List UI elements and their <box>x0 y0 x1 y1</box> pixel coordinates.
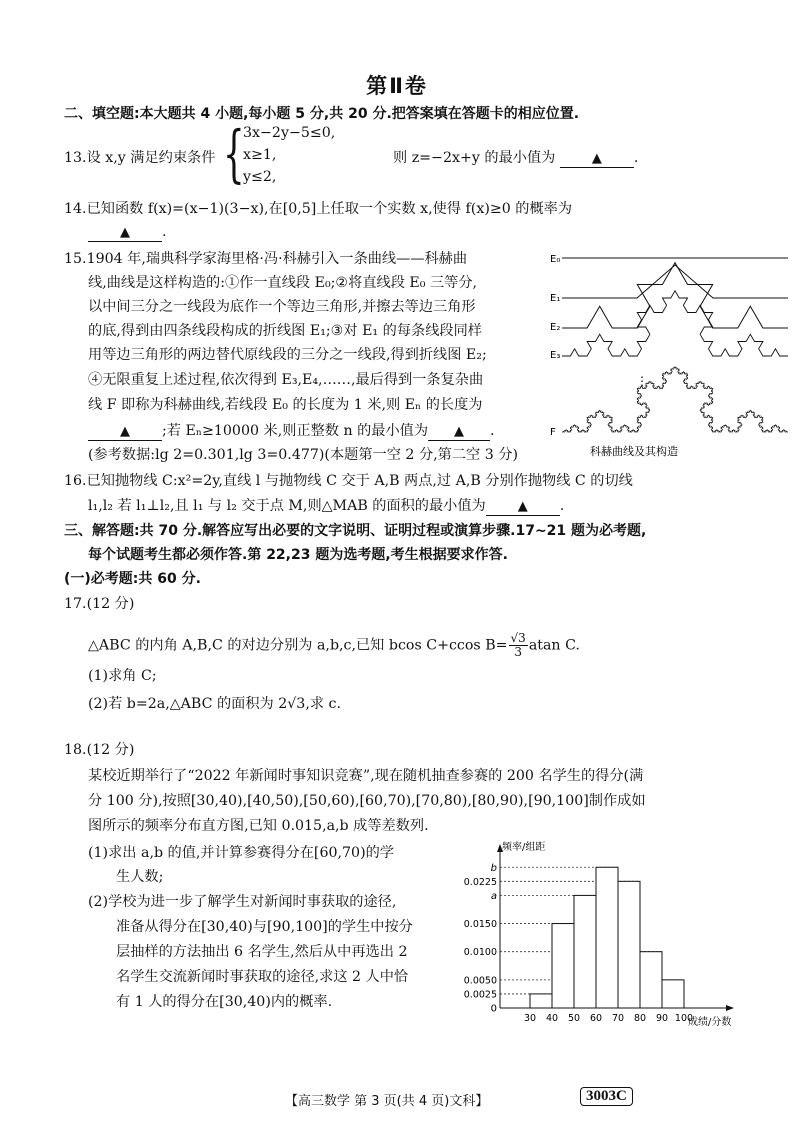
q15-answer-blank-1[interactable] <box>88 424 162 441</box>
q15-line-8-end: . <box>490 423 495 439</box>
q13-brace: { <box>223 117 245 190</box>
histogram-x-label: 成绩/分数 <box>688 1017 732 1028</box>
q17-stem-post: atan C. <box>528 637 580 654</box>
histogram-y-tick-0: 0 <box>490 1003 497 1015</box>
q15-line-8 <box>88 421 495 441</box>
histogram-bar-6 <box>640 952 662 1008</box>
koch-label-e2: E₂ <box>550 322 561 333</box>
q15-line-9: (参考数据:lg 2=0.301,lg 3=0.477)(本题第一空 2 分,第二空 3 分) <box>88 447 518 463</box>
q13-condition-2: x≥1, <box>243 147 277 163</box>
q18-line-1: 某校近期举行了“2022 年新闻时事知识竞赛”,现在随机抽查参赛的 200 名学生的得分(满 <box>88 768 644 784</box>
answer-mark: ▲ <box>517 499 528 514</box>
histogram-x-tick-4: 70 <box>611 1013 625 1024</box>
q14-answer-blank[interactable] <box>88 225 162 242</box>
q18-line-3: 图所示的频率分布直方图,已知 0.015,a,b 成等差数列. <box>88 818 429 834</box>
q13-answer-blank[interactable] <box>560 151 634 168</box>
q13-end: . <box>633 150 639 166</box>
histogram-bar-2 <box>552 924 574 1008</box>
q15-answer-blank-2[interactable] <box>428 424 490 441</box>
q18-part-1-b: 生人数; <box>116 869 164 885</box>
koch-dots: ⋮ <box>636 374 648 388</box>
histogram-y-tick-6: 0.0225 <box>463 876 497 888</box>
q17-frac-den: 3 <box>514 645 522 659</box>
q18-part-2-c: 层抽样的方法抽出 6 名学生,然后从中再选出 2 <box>116 944 408 960</box>
histogram-x-arrow <box>726 1005 734 1011</box>
histogram-bar-7 <box>662 980 684 1008</box>
koch-label-e0: E₀ <box>550 254 561 265</box>
histogram-x-tick-2: 50 <box>567 1013 581 1024</box>
q18-part-2-a: (2)学校为进一步了解学生对新闻时事获取的途径, <box>88 894 397 910</box>
histogram-x-tick-0: 30 <box>523 1013 537 1024</box>
q13-condition-3: y≤2, <box>243 169 277 185</box>
koch-label-e3: E₃ <box>550 350 561 361</box>
answer-mark: ▲ <box>120 225 130 240</box>
histogram-y-tick-7: b <box>490 862 497 874</box>
histogram-bar-4 <box>596 867 618 1008</box>
section3-sub: (一)必考题:共 60 分. <box>64 571 201 587</box>
koch-label-e1: E₁ <box>550 293 561 304</box>
koch-curve-figure <box>548 250 790 462</box>
q16-answer-blank[interactable] <box>486 499 560 516</box>
q14-line-1: 14.已知函数 f(x)=(x−1)(3−x),在[0,5]上任取一个实数 x,使得 f(x)≥0 的概率为 <box>64 201 573 217</box>
q17-stem <box>88 632 580 659</box>
paper-code: 3003C <box>580 1087 633 1106</box>
histogram-y-tick-5: a <box>490 890 497 902</box>
histogram-x-ticks <box>524 1013 693 1024</box>
answer-mark: ▲ <box>120 424 130 439</box>
q16-end: . <box>559 498 565 514</box>
q18-line-2: 分 100 分),按照[30,40),[40,50),[50,60),[60,70),[70,80),[80,90),[90,100]制作成如 <box>88 793 646 809</box>
q17-number: 17.(12 分) <box>64 596 135 612</box>
histogram-bar-1 <box>530 994 552 1008</box>
q13-question <box>393 148 638 168</box>
q18-part-2-d: 名学生交流新闻时事获取的途径,求这 2 人中恰 <box>116 969 409 985</box>
histogram-x-tick-5: 80 <box>633 1013 647 1024</box>
q18-part-2-b: 准备从得分在[30,40)与[90,100]的学生中按分 <box>116 919 413 935</box>
q18-part-1-a: (1)求出 a,b 的值,并计算参赛得分在[60,70)的学 <box>88 845 394 861</box>
histogram-bar-5 <box>618 881 640 1008</box>
section2-heading: 二、填空题:本大题共 4 小题,每小题 5 分,共 20 分.把答案填在答题卡的相应位置. <box>64 106 580 122</box>
q15-line-6: ④无限重复上述过程,依次得到 E₃,E₄,……,最后得到一条复杂曲 <box>88 372 484 388</box>
q15-line-5: 用等边三角形的两边替代原线段的三分之一线段,得到折线图 E₂; <box>88 347 487 363</box>
histogram-y-tick-4: 0.0150 <box>463 919 497 931</box>
histogram-y-label: 频率/组距 <box>502 842 546 853</box>
q16-line-2-text: l₁,l₂ 若 l₁⊥l₂,且 l₁ 与 l₂ 交于点 M,则△MAB 的面积的最小值为 <box>88 498 486 514</box>
histogram-y-ticks <box>464 863 497 1015</box>
q14-line-2 <box>88 222 167 242</box>
q13-condition-1: 3x−2y−5≤0, <box>243 125 336 141</box>
q13-prefix: 13.设 x,y 满足约束条件 <box>64 150 216 166</box>
histogram-x-tick-3: 60 <box>589 1013 603 1024</box>
q13-suffix: 则 z=−2x+y 的最小值为 <box>393 150 556 166</box>
histogram-bar-3 <box>574 895 596 1008</box>
koch-label-f: F <box>550 427 556 438</box>
q16-line-2 <box>88 496 564 516</box>
q15-line-3: 以中间三分之一线段为底作一个等边三角形,并擦去等边三角形 <box>88 299 476 315</box>
section3-heading-2: 每个试题考生都必须作答.第 22,23 题为选考题,考生根据要求作答. <box>88 547 508 563</box>
page-title: 第Ⅱ卷 <box>366 74 428 98</box>
q18-part-2-e: 有 1 人的得分在[30,40)内的概率. <box>116 994 333 1010</box>
q15-line-7: 线 F 即称为科赫曲线,若线段 E₀ 的长度为 1 米,则 Eₙ 的长度为 <box>88 397 483 413</box>
q17-part-2: (2)若 b=2a,△ABC 的面积为 2√3,求 c. <box>88 696 341 712</box>
q15-line-1: 15.1904 年,瑞典科学家海里格·冯·科赫引入一条曲线——科赫曲 <box>64 251 468 267</box>
section3-heading-1: 三、解答题:共 70 分.解答应写出必要的文字说明、证明过程或演算步骤.17~21 题为必考题, <box>64 523 647 539</box>
q14-end: . <box>162 224 167 240</box>
q16-line-1: 16.已知抛物线 C:x²=2y,直线 l 与抛物线 C 交于 A,B 两点,过 A,B 分别作抛物线 C 的切线 <box>64 473 633 489</box>
q17-part-1: (1)求角 C; <box>88 668 157 684</box>
q18-number: 18.(12 分) <box>64 742 135 758</box>
footer-text: 【高三数学 第 3 页(共 4 页)文科】 <box>285 1094 489 1109</box>
q15-line-8-mid: ;若 Eₙ≥10000 米,则正整数 n 的最小值为 <box>162 423 429 439</box>
answer-mark: ▲ <box>591 151 602 166</box>
frequency-histogram <box>452 838 752 1038</box>
histogram-bars <box>530 867 684 1008</box>
histogram-x-tick-1: 40 <box>545 1013 559 1024</box>
koch-caption: 科赫曲线及其构造 <box>590 445 678 458</box>
histogram-x-tick-6: 90 <box>655 1013 669 1024</box>
histogram-y-tick-3: 0.0100 <box>463 947 497 959</box>
q15-line-2: 线,曲线是这样构造的:①作一直线段 E₀;②将直线段 E₀ 三等分, <box>88 275 478 291</box>
histogram-y-tick-2: 0.0050 <box>463 975 497 987</box>
q17-frac-num: √3 <box>510 631 526 645</box>
q17-stem-pre: △ABC 的内角 A,B,C 的对边分别为 a,b,c,已知 bcos C+ccos B= <box>88 637 508 654</box>
koch-e1-line <box>562 265 788 298</box>
koch-e3-line <box>562 291 788 356</box>
koch-f-line <box>562 367 788 432</box>
koch-e2-line <box>562 263 788 328</box>
histogram-y-tick-1: 0.0025 <box>463 989 497 1001</box>
q15-line-4: 的底,得到由四条线段构成的折线图 E₁;③对 E₁ 的每条线段同样 <box>88 323 482 339</box>
q17-fraction <box>509 632 528 659</box>
answer-mark: ▲ <box>454 424 465 439</box>
histogram-x-tick-7: 100 <box>674 1013 694 1024</box>
